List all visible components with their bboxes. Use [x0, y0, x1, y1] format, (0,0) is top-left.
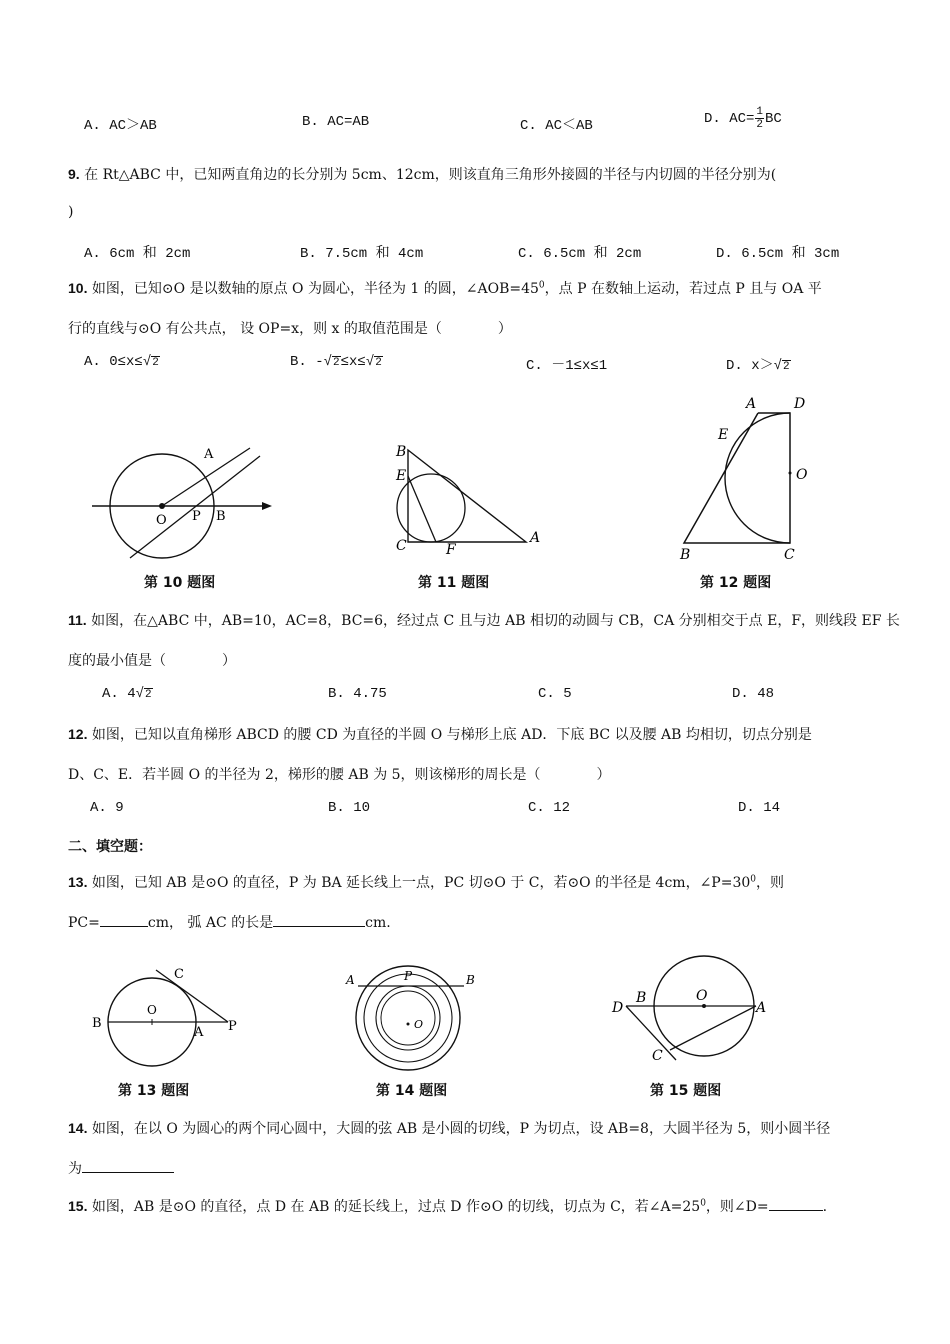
- fig13-label-b: B: [92, 1016, 102, 1031]
- q10-line1: 如图，已知⊙O 是以数轴的原点 O 为圆心，半径为 1 的圆，∠AOB=45: [91, 281, 539, 297]
- q13-line1: 如图，已知 AB 是⊙O 的直径，P 为 BA 延长线上一点，PC 切⊙O 于 C，若⊙O 的半径是 4cm，∠P=30: [91, 875, 751, 891]
- figure-10: [90, 440, 280, 565]
- q12-number: 12.: [68, 726, 88, 742]
- degree-sup: 0: [538, 280, 545, 291]
- q13-unit: cm.: [365, 915, 391, 931]
- q9-number: 9.: [68, 166, 80, 182]
- sqrt-symbol: √2: [323, 354, 340, 370]
- fig13-label-a: A: [194, 1025, 204, 1040]
- q9-line1: 在 Rt△ABC 中，已知两直角边的长分别为 5cm、12cm，则该直角三角形外接圆的半径与内切圆的半径分别为(: [84, 167, 777, 183]
- fig10-label-a: A: [204, 447, 214, 462]
- fig11-label-c: C: [396, 538, 407, 554]
- fig11-label-b: B: [396, 444, 407, 460]
- sqrt-symbol: √2: [142, 354, 159, 370]
- q15-blank[interactable]: [769, 1196, 823, 1211]
- figure-14: [342, 960, 482, 1070]
- q15-number: 15.: [68, 1198, 88, 1214]
- q9-option-b: B. 7.5cm 和 4cm: [300, 246, 424, 262]
- q8-option-a: A. AC＞AB: [84, 118, 157, 134]
- figure-13-caption: 第 13 题图: [118, 1083, 190, 1099]
- figure-12-caption: 第 12 题图: [700, 575, 772, 591]
- q15-line1: 如图，AB 是⊙O 的直径，点 D 在 AB 的延长线上，过点 D 作⊙O 的切线，切点为 C，若∠A=25: [91, 1199, 701, 1215]
- q11-option-a: [102, 686, 153, 702]
- q13-arc-label: cm， 弧 AC 的长是: [147, 915, 274, 931]
- q11-text: [68, 610, 900, 630]
- fraction-numerator: 1: [756, 106, 764, 118]
- q9-line2: ): [68, 204, 74, 220]
- q12-option-a: A. 9: [90, 800, 124, 816]
- fig13-label-o: O: [147, 1003, 157, 1017]
- section-heading: 二、填空题：: [68, 839, 152, 855]
- q11-number: 11.: [68, 612, 87, 628]
- q11-line1: 如图，在△ABC 中，AB=10，AC=8，BC=6，经过点 C 且与边 AB 相切的动圆与 CB，CA 分别相交于点 E，F，则线段 EF 长: [91, 613, 900, 629]
- q13-pc-label: PC=: [68, 915, 100, 931]
- q11-option-a-text: A. 4: [102, 686, 136, 702]
- fig15-label-d: D: [612, 1000, 624, 1016]
- q10-line2: 行的直线与⊙O 有公共点， 设 OP=x，则 x 的取值范围是（ ）: [68, 321, 512, 337]
- figure-14-caption: 第 14 题图: [376, 1083, 448, 1099]
- q13-line1b: ，则: [756, 875, 785, 891]
- fig13-label-c: C: [174, 967, 184, 982]
- q10-option-b: [290, 354, 383, 370]
- fig14-label-a: A: [346, 973, 355, 987]
- degree-sup: 0: [750, 874, 757, 885]
- q12-option-b: B. 10: [328, 800, 371, 816]
- q10-text: [68, 278, 822, 298]
- q8-option-b: B. AC=AB: [302, 114, 370, 130]
- q14-line2-text: 为: [68, 1161, 82, 1177]
- fig12-label-b: B: [680, 547, 691, 563]
- q12-option-c: C. 12: [528, 800, 571, 816]
- fig11-label-e: E: [396, 468, 407, 484]
- fig10-label-o: O: [156, 513, 167, 528]
- figure-15: [610, 968, 780, 1068]
- q12-line1: 如图，已知以直角梯形 ABCD 的腰 CD 为直径的半圆 O 与梯形上底 AD．下底 BC 以及腰 AB 均相切，切点分别是: [91, 727, 812, 743]
- q10-option-a: [84, 354, 160, 370]
- fraction-denominator: 2: [756, 119, 764, 131]
- fig12-label-o: O: [796, 467, 808, 483]
- q14-line2: [68, 1158, 174, 1178]
- q14-blank[interactable]: [82, 1158, 174, 1173]
- fig15-label-o: O: [696, 988, 708, 1004]
- figure-11-caption: 第 11 题图: [418, 575, 490, 591]
- q10-option-b-text2: ≤x≤: [340, 354, 366, 370]
- q10-line1b: ，点 P 在数轴上运动，若过点 P 且与 OA 平: [544, 281, 822, 297]
- q11-option-d: D. 48: [732, 686, 775, 702]
- q8-option-c: C. AC＜AB: [520, 118, 593, 134]
- figure-10-caption: 第 10 题图: [144, 575, 216, 591]
- sqrt-radicand: 2: [783, 361, 790, 373]
- figure-12: [678, 393, 818, 563]
- q10-option-d-text: D. x＞: [726, 358, 774, 374]
- fig15-label-c: C: [652, 1048, 663, 1064]
- fig12-label-e: E: [718, 427, 729, 443]
- q10-option-a-text: A. 0≤x≤: [84, 354, 143, 370]
- sqrt-radicand: 2: [145, 689, 152, 701]
- q13-blank-pc[interactable]: [100, 912, 148, 927]
- q9-option-d: D. 6.5cm 和 3cm: [716, 246, 840, 262]
- q15-line1b: ，则∠D=: [705, 1199, 769, 1215]
- figure-11: [392, 442, 552, 557]
- fig12-label-d: D: [794, 396, 806, 412]
- q13-text: [68, 872, 784, 892]
- q13-line2: [68, 912, 391, 932]
- sqrt-radicand: 2: [375, 357, 382, 369]
- q10-number: 10.: [68, 280, 88, 296]
- fig15-label-b: B: [636, 990, 647, 1006]
- fig10-label-b: B: [216, 509, 226, 524]
- q9-text: [68, 164, 776, 184]
- fig12-label-c: C: [784, 547, 795, 563]
- q8-option-d-label: D. AC=: [704, 111, 755, 128]
- fraction-one-half: [755, 106, 764, 131]
- fig14-label-p: P: [404, 969, 413, 983]
- q14-text: [68, 1118, 830, 1138]
- fig10-label-p: P: [192, 509, 201, 524]
- q15-line1c: .: [822, 1199, 828, 1215]
- q13-number: 13.: [68, 874, 88, 890]
- fig12-label-a: A: [746, 396, 757, 412]
- fig15-label-a: A: [756, 1000, 767, 1016]
- fig11-label-f: F: [446, 542, 456, 558]
- q12-line2: D、C、E．若半圆 O 的半径为 2，梯形的腰 AB 为 5，则该梯形的周长是（ ）: [68, 767, 611, 783]
- q9-option-c: C. 6.5cm 和 2cm: [518, 246, 642, 262]
- sqrt-symbol: √2: [773, 358, 790, 374]
- q14-line1: 如图，在以 O 为圆心的两个同心圆中，大圆的弦 AB 是小圆的切线，P 为切点，设 AB=8，大圆半径为 5，则小圆半径: [91, 1121, 831, 1137]
- q9-option-a: A. 6cm 和 2cm: [84, 246, 191, 262]
- q10-option-b-text1: B. -: [290, 354, 324, 370]
- fig14-label-b: B: [466, 973, 475, 987]
- q8-option-d-suffix: BC: [765, 111, 782, 128]
- q11-line2: 度的最小值是（ ）: [68, 653, 236, 669]
- sqrt-symbol: √2: [365, 354, 382, 370]
- sqrt-radicand: 2: [333, 357, 340, 369]
- q11-option-c: C. 5: [538, 686, 572, 702]
- q14-number: 14.: [68, 1120, 88, 1136]
- q12-option-d: D. 14: [738, 800, 781, 816]
- q10-option-d: [726, 354, 791, 374]
- fig14-label-o: O: [414, 1018, 424, 1031]
- q13-blank-arc[interactable]: [273, 912, 365, 927]
- q15-text: [68, 1196, 827, 1216]
- q8-option-d: [704, 106, 782, 131]
- q10-option-c: C. －1≤x≤1: [526, 358, 608, 374]
- q12-text: [68, 724, 812, 744]
- figure-13: [88, 966, 248, 1066]
- figure-15-caption: 第 15 题图: [650, 1083, 722, 1099]
- degree-sup: 0: [700, 1198, 706, 1209]
- q11-option-b: B. 4.75: [328, 686, 387, 702]
- sqrt-symbol: √2: [135, 686, 152, 702]
- sqrt-radicand: 2: [152, 357, 159, 369]
- fig11-label-a: A: [530, 530, 541, 546]
- fig13-label-p: P: [228, 1019, 237, 1034]
